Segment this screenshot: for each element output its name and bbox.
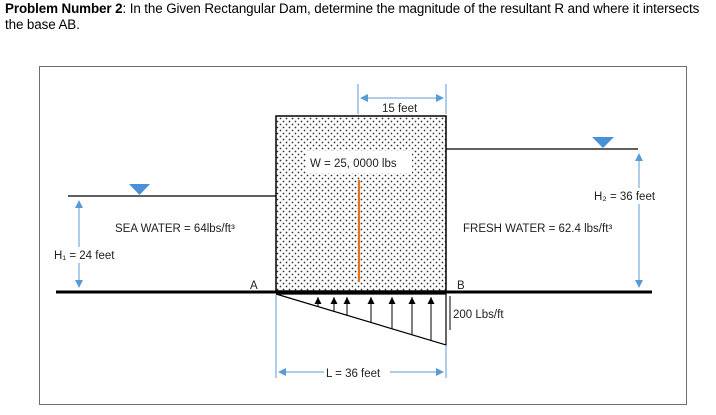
- base-length-label: L = 36 feet: [326, 368, 381, 380]
- weight-label: W = 25, 0000 lbs: [310, 158, 397, 170]
- uplift-pressure-triangle: [276, 294, 446, 345]
- problem-label: Problem Number 2: [5, 1, 123, 16]
- dam-body: [276, 116, 446, 291]
- top-width-label: 15 feet: [382, 103, 418, 115]
- h1-label: H₁ = 24 feet: [54, 250, 115, 262]
- fresh-water-level-marker: [592, 137, 614, 148]
- point-b-label: B: [457, 280, 465, 292]
- uplift-label: 200 Lbs/ft: [453, 309, 504, 321]
- problem-text: : In the Given Rectangular Dam, determine the magnitude of the resultant R and where it intersects the base AB.: [5, 1, 700, 32]
- point-a-label: A: [250, 280, 258, 292]
- h2-label: H₂ = 36 feet: [594, 191, 656, 203]
- fresh-water-label: FRESH WATER = 62.4 lbs/ft³: [463, 223, 613, 235]
- sea-water-level-marker: [129, 184, 150, 195]
- sea-water-label: SEA WATER = 64lbs/ft³: [115, 223, 235, 235]
